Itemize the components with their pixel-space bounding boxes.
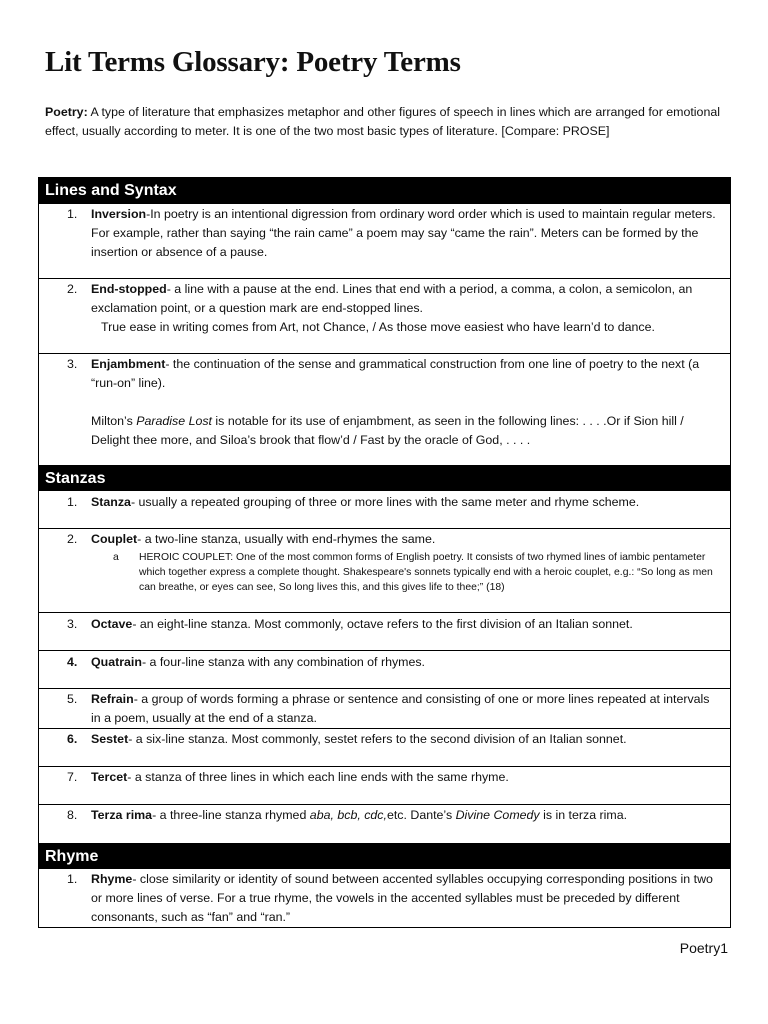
page-footer: Poetry1 xyxy=(679,940,728,956)
entry-definition: - close similarity or identity of sound between accented syllables occupying corresponding positions in two or more lines of verse. For a true rhyme, the vowels in the accented syllables must be preceded by different consonants, such as “fan” and “ran.” xyxy=(91,872,713,924)
entry-number: 1. xyxy=(67,872,78,886)
entry-number: 1. xyxy=(67,207,78,221)
entry-body xyxy=(91,493,718,512)
glossary-entry-end-stopped xyxy=(39,278,730,353)
section-rhyme xyxy=(38,844,731,928)
entry-body xyxy=(91,730,718,749)
entry-term: Refrain xyxy=(91,692,134,706)
example-text: Milton’s xyxy=(91,414,137,428)
entry-number: 6. xyxy=(67,732,78,746)
entry-definition: - a line with a pause at the end. Lines that end with a period, a comma, a colon, a semicolon, an exclamation point, or a question mark are end-stopped lines. xyxy=(91,282,693,315)
entry-number: 1. xyxy=(67,495,78,509)
entry-definition: -In poetry is an intentional digression from ordinary word order which is used to maintain regular meters. For example, rather than saying “the rain came” a poem may say “came the rain”. Meters can be formed by the insertion or absence of a pause. xyxy=(91,207,716,259)
entry-term: End-stopped xyxy=(91,282,167,296)
entry-body xyxy=(91,653,718,672)
entry-body xyxy=(91,870,718,927)
entry-body xyxy=(91,690,718,728)
entry-term: Couplet xyxy=(91,532,138,546)
glossary-entry-tercet xyxy=(39,766,730,804)
entry-example-quote: True ease in writing comes from Art, not Chance, / As those move easiest who have learn’d to dance. xyxy=(101,320,655,334)
entry-term: Octave xyxy=(91,617,133,631)
glossary-entry-terza-rima xyxy=(39,804,730,842)
entry-definition: - a two-line stanza, usually with end-rhymes the same. xyxy=(137,532,436,546)
intro-term: Poetry: xyxy=(45,105,88,119)
entry-body xyxy=(91,806,718,825)
sub-entry-letter: a xyxy=(113,552,119,563)
entry-number: 3. xyxy=(67,357,78,371)
glossary-entry-stanza xyxy=(39,491,730,528)
entry-definition: - a four-line stanza with any combination of rhymes. xyxy=(141,655,426,669)
entry-number: 2. xyxy=(67,282,78,296)
entry-body xyxy=(91,355,718,450)
sub-entry-text: HEROIC COUPLET: One of the most common forms of English poetry. It consists of two rhymed lines of iambic pentameter which together express a complete thought. Shakespeare's sonnets typically end with a heroic couplet, e.g.: “So long as men can breathe, or eyes can see, So long lives this, and this gives life to thee;” (18) xyxy=(139,552,713,593)
entry-body xyxy=(91,768,718,787)
entry-example xyxy=(91,412,718,450)
section-stanzas xyxy=(38,466,731,844)
entry-term: Stanza xyxy=(91,495,131,509)
glossary-entry-sestet xyxy=(39,728,730,766)
entry-body xyxy=(91,530,718,595)
section-heading: Stanzas xyxy=(39,466,730,491)
entry-term: Enjambment xyxy=(91,357,166,371)
entry-definition: etc. Dante’s xyxy=(386,808,456,822)
glossary-entry-inversion xyxy=(39,203,730,278)
entry-number: 2. xyxy=(67,532,78,546)
entry-definition: - the continuation of the sense and grammatical construction from one line of poetry to the next (a “run-on” line). xyxy=(91,357,700,390)
entry-body xyxy=(91,280,718,337)
entry-definition: is in terza rima. xyxy=(539,808,628,822)
glossary-entry-octave xyxy=(39,612,730,650)
example-text: is notable for its use of enjambment, as seen in the following lines: . . . .Or if Sion hill / Delight thee more, and Siloa’s brook that flow’d / Fast by the oracle of God, . . . . xyxy=(91,414,684,447)
entry-definition: - a three-line stanza rhymed xyxy=(152,808,310,822)
section-heading: Lines and Syntax xyxy=(39,178,730,203)
entry-number: 8. xyxy=(67,808,78,822)
intro-paragraph xyxy=(45,103,750,141)
section-heading: Rhyme xyxy=(39,844,730,869)
entry-definition: - an eight-line stanza. Most commonly, octave refers to the first division of an Italian sonnet. xyxy=(132,617,633,631)
entry-number: 7. xyxy=(67,770,78,784)
entry-body xyxy=(91,615,718,634)
rhyme-scheme: aba, bcb, cdc, xyxy=(309,808,387,822)
entry-number: 3. xyxy=(67,617,78,631)
entry-term: Inversion xyxy=(91,207,147,221)
entry-term: Terza rima xyxy=(91,808,153,822)
glossary-entry-couplet xyxy=(39,528,730,612)
entry-definition: - a six-line stanza. Most commonly, sestet refers to the second division of an Italian sonnet. xyxy=(128,732,627,746)
entry-number: 4. xyxy=(67,655,78,669)
entry-term: Tercet xyxy=(91,770,128,784)
entry-term: Sestet xyxy=(91,732,129,746)
section-lines-and-syntax xyxy=(38,177,731,466)
entry-definition: - usually a repeated grouping of three or more lines with the same meter and rhyme scheme. xyxy=(130,495,640,509)
glossary-entry-rhyme xyxy=(39,869,730,927)
sub-entry-heroic-couplet xyxy=(113,550,718,595)
entry-term: Quatrain xyxy=(91,655,142,669)
entry-term: Rhyme xyxy=(91,872,133,886)
page-title: Lit Terms Glossary: Poetry Terms xyxy=(45,46,461,78)
entry-body xyxy=(91,205,718,262)
entry-number: 5. xyxy=(67,692,78,706)
glossary-entry-refrain xyxy=(39,688,730,728)
entry-definition: - a group of words forming a phrase or sentence and consisting of one or more lines repeated at intervals in a poem, usually at the end of a stanza. xyxy=(91,692,710,725)
glossary-entry-enjambment xyxy=(39,353,730,465)
example-title: Paradise Lost xyxy=(136,414,212,428)
work-title: Divine Comedy xyxy=(455,808,540,822)
intro-definition: A type of literature that emphasizes metaphor and other figures of speech in lines which are arranged for emotional effect, usually according to meter. It is one of the two most basic types of literature. [Compare: PROSE] xyxy=(45,105,720,138)
glossary-entry-quatrain xyxy=(39,650,730,688)
entry-definition: - a stanza of three lines in which each line ends with the same rhyme. xyxy=(127,770,509,784)
